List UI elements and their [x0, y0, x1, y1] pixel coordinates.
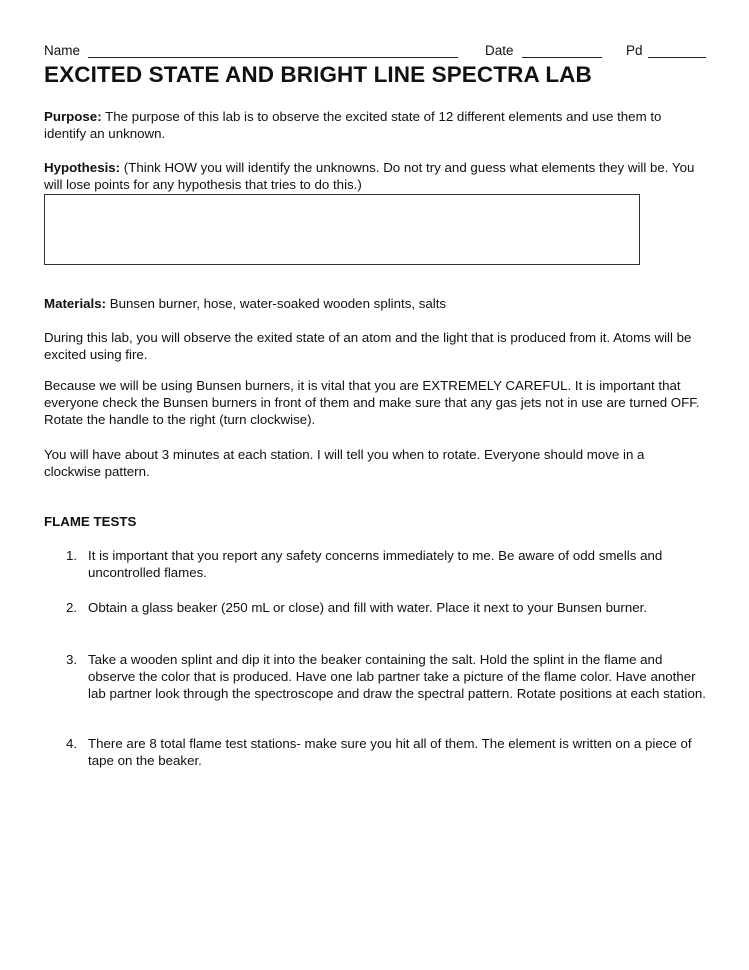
materials-paragraph: [44, 295, 704, 312]
purpose-paragraph: [44, 108, 704, 142]
step-text: There are 8 total flame test stations- make sure you hit all of them. The element is written on a piece of tape on the beaker.: [88, 736, 692, 768]
purpose-label: Purpose:: [44, 109, 102, 124]
purpose-text: The purpose of this lab is to observe the excited state of 12 different elements and use them to identify an unknown.: [44, 109, 662, 141]
hypothesis-text: (Think HOW you will identify the unknowns. Do not try and guess what elements they will be. You will lose points for any hypothesis that tries to do this.): [44, 160, 695, 192]
name-label: Name: [44, 43, 81, 58]
safety-paragraph: Because we will be using Bunsen burners, it is vital that you are EXTREMELY CAREFUL. It is important that everyone check the Bunsen burners in front of them and make sure that any gas jets not in use are turned OFF. Rotate the handle to the right (turn clockwise).: [44, 378, 700, 427]
period-label: Pd: [626, 43, 643, 58]
step-text: Obtain a glass beaker (250 mL or close) and fill with water. Place it next to your Bunsen burner.: [88, 600, 648, 615]
step-text: It is important that you report any safety concerns immediately to me. Be aware of odd smells and uncontrolled flames.: [88, 548, 663, 580]
step-number: 2.: [66, 600, 78, 615]
step-number: 4.: [66, 736, 78, 751]
step-number: 1.: [66, 548, 78, 563]
step-number: 3.: [66, 652, 78, 667]
hypothesis-paragraph: [44, 159, 704, 193]
page-title: EXCITED STATE AND BRIGHT LINE SPECTRA LAB: [44, 62, 592, 87]
rotation-paragraph: You will have about 3 minutes at each station. I will tell you when to rotate. Everyone should move in a clockwise pattern.: [44, 447, 645, 479]
date-field[interactable]: [522, 57, 602, 58]
date-label: Date: [485, 43, 514, 58]
name-field[interactable]: [88, 57, 458, 58]
intro-paragraph: During this lab, you will observe the exited state of an atom and the light that is produced from it. Atoms will be excited using fire.: [44, 330, 692, 362]
hypothesis-label: Hypothesis:: [44, 160, 121, 175]
hypothesis-answer-box[interactable]: [44, 194, 640, 265]
materials-text: Bunsen burner, hose, water-soaked wooden splints, salts: [106, 296, 447, 311]
period-field[interactable]: [648, 57, 706, 58]
step-text: Take a wooden splint and dip it into the beaker containing the salt. Hold the splint in the flame and observe the color that is produced. Have one lab partner take a picture of the flame color. Have another lab partner look through the spectroscope and draw the spectral pattern. Rotate positions at each station.: [88, 652, 706, 701]
materials-label: Materials:: [44, 296, 107, 311]
flame-tests-heading: FLAME TESTS: [44, 514, 137, 529]
header-line: [44, 43, 704, 61]
